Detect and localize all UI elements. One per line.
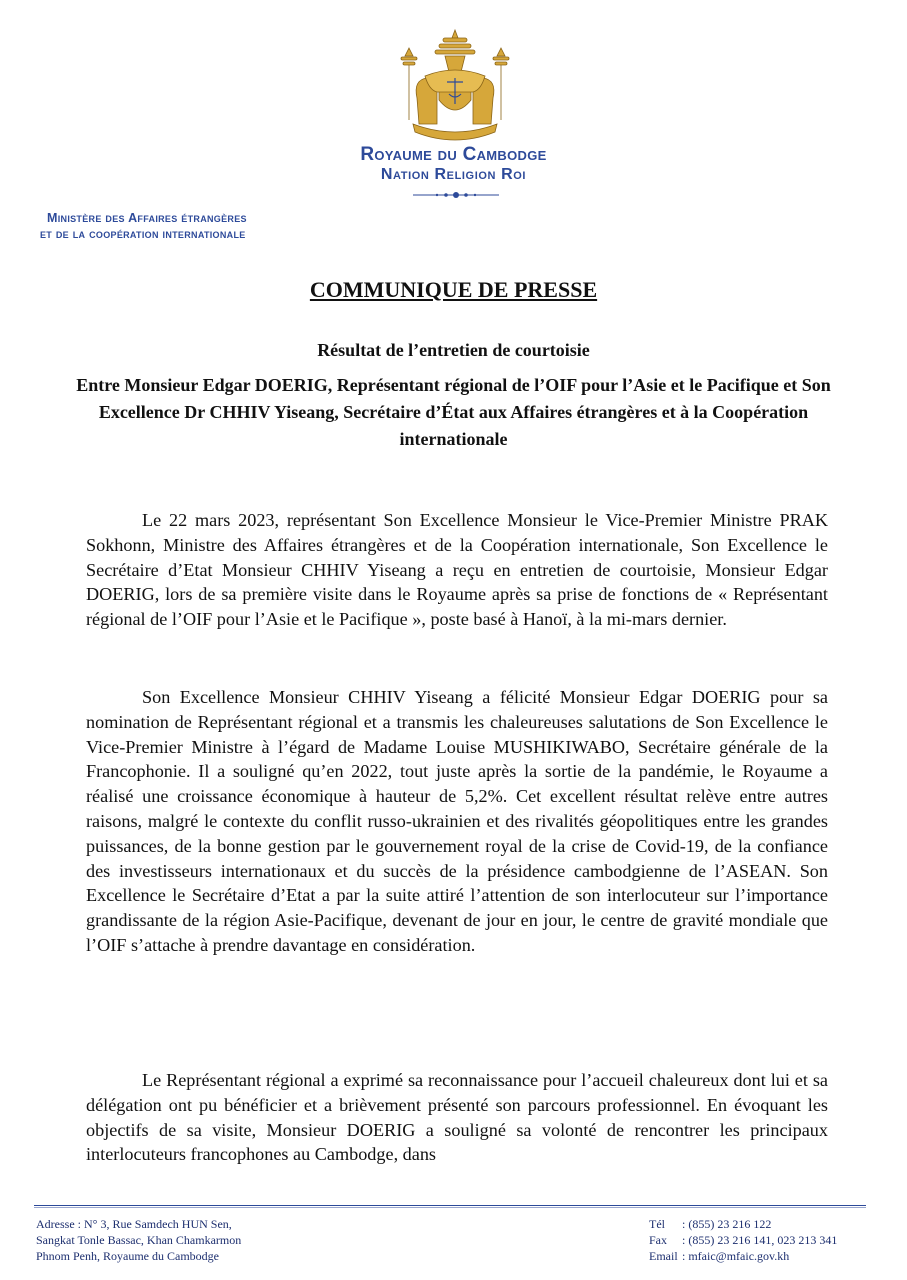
fax-value: : (855) 23 216 141, 023 213 341 [682, 1233, 838, 1247]
address-line-2: Sangkat Tonle Bassac, Khan Chamkarmon [36, 1233, 242, 1247]
royal-coat-of-arms-icon [395, 28, 515, 150]
body-paragraph-1: Le 22 mars 2023, représentant Son Excellence Monsieur le Vice-Premier Ministre PRAK Sokhonn, Ministre des Affaires étrangères et de la Coopération internationale, Son Excellence le Secrétaire d’Etat Monsieur CHHIV Yiseang a reçu en entretien de courtoisie, Monsieur Edgar DOERIG, lors de sa première visite dans le Royaume après sa prise de fonctions de « Représentant régional de l’OIF pour l’Asie et le Pacifique », poste basé à Hanoï, à la mi-mars dernier. [86, 510, 828, 630]
tel-row [649, 1216, 837, 1232]
footer-divider-secondary [34, 1207, 866, 1208]
tel-value: : (855) 23 216 122 [682, 1217, 772, 1231]
footer-contact [649, 1216, 837, 1264]
address-line-1 [36, 1216, 241, 1232]
document-subtitle: Résultat de l’entretien de courtoisie [317, 340, 590, 360]
ministry-name-line2: et de la coopération internationale [40, 227, 246, 241]
fax-row [649, 1232, 837, 1248]
kingdom-name: Royaume du Cambodge [360, 144, 547, 165]
address-label: Adresse : [36, 1217, 81, 1231]
email-link[interactable]: : mfaic@mfaic.gov.kh [682, 1249, 790, 1263]
national-motto: Nation Religion Roi [380, 166, 527, 183]
email-label: Email [649, 1249, 678, 1263]
document-heading: Entre Monsieur Edgar DOERIG, Représentant régional de l’OIF pour l’Asie et le Pacifique et Son Excellence Dr CHHIV Yiseang, Secrétaire d’État aux Affaires étrangères et à la Coopération internationale [76, 375, 831, 449]
footer-divider [34, 1205, 866, 1206]
body-paragraph-2: Son Excellence Monsieur CHHIV Yiseang a félicité Monsieur Edgar DOERIG pour sa nomination de Représentant régional et a transmis les chaleureuses salutations de Son Excellence le Vice-Premier Ministre à l’égard de Madame Louise MUSHIKIWABO, Secrétaire générale de la Francophonie. Il a souligné qu’en 2022, tout juste après la sortie de la pandémie, le Royaume a réalisé une croissance économique à hauteur de 5,2%. Cet excellent résultat relève entre autres raisons, malgré le contexte du conflit russo-ukrainien et des rivalités géopolitiques entre les grandes puissances, de la bonne gestion par le gouvernement royal de la crise de Covid-19, de la confiance des investisseurs internationaux et du succès de la présidence cambodgienne de l’ASEAN. Son Excellence le Secrétaire d’Etat a par la suite attiré l’attention de son interlocuteur sur l’importance grandissante de la région Asie-Pacifique, devenant de jour en jour, le centre de gravité mondiale que l’OIF s’attache à prendre davantage en considération. [86, 687, 828, 955]
address-street: N° 3, Rue Samdech HUN Sen, [84, 1217, 232, 1231]
address-line-3: Phnom Penh, Royaume du Cambodge [36, 1249, 219, 1263]
footer-address [36, 1216, 241, 1264]
divider-ornament-icon [413, 189, 499, 201]
fax-label: Fax [649, 1233, 667, 1247]
email-row [649, 1248, 837, 1264]
body-paragraph-3: Le Représentant régional a exprimé sa reconnaissance pour l’accueil chaleureux dont lui et sa délégation ont pu bénéficier et a brièvement présenté son parcours professionnel. En évoquant les objectifs de sa visite, Monsieur DOERIG a souligné sa volonté de rencontrer les principaux interlocuteurs francophones au Cambodge, dans [86, 1070, 828, 1165]
ministry-name-line1: Ministère des Affaires étrangères [47, 211, 247, 225]
document-title: COMMUNIQUE DE PRESSE [309, 277, 598, 302]
tel-label: Tél [649, 1217, 665, 1231]
